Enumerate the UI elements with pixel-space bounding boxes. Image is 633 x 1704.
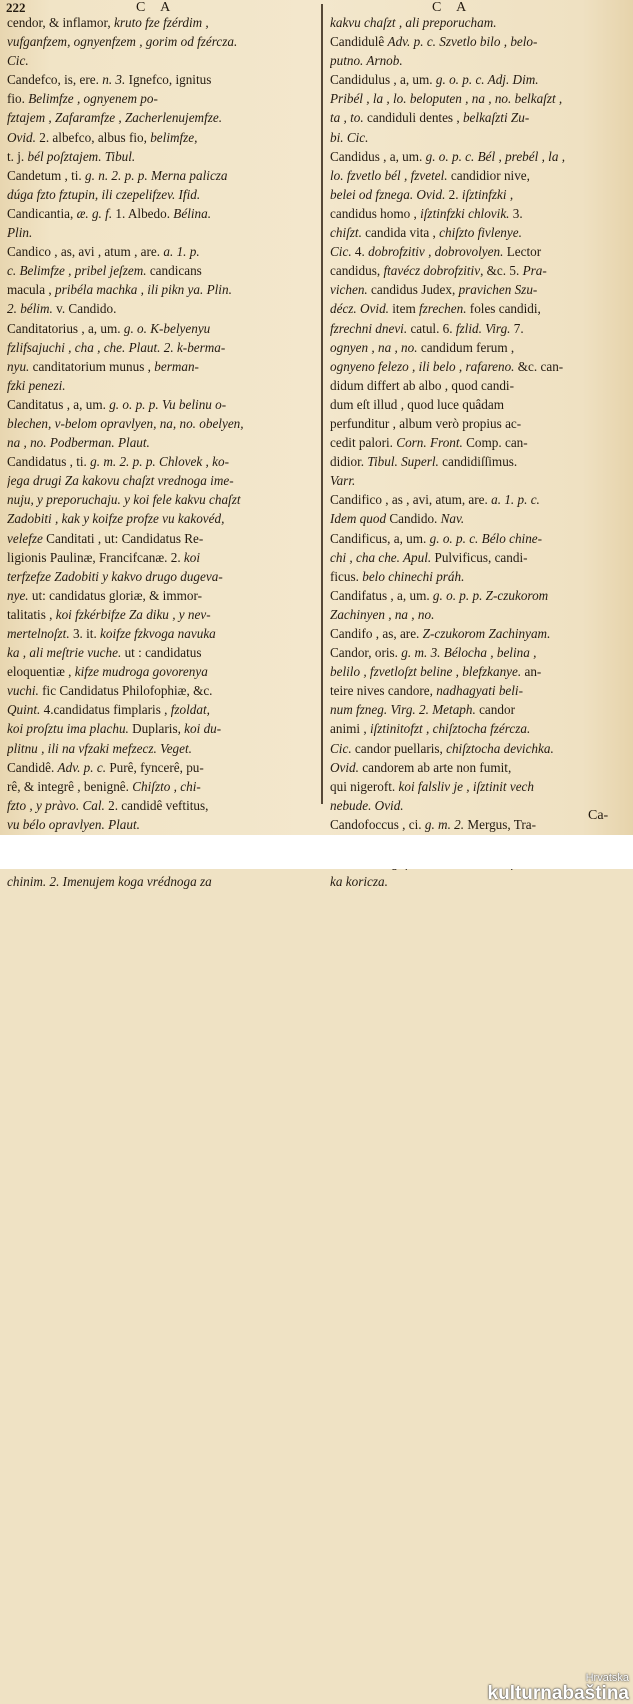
text-line: didior. Tibul. Superl. candidiſſimus. (330, 454, 518, 470)
text-line: Candefco, is, ere. n. 3. Ignefco, ignitus (7, 72, 212, 88)
text-line: ficus. belo chinechi práh. (330, 568, 465, 584)
page-number: 222 (6, 0, 26, 15)
text-line: Cic. 4. dobrofzitiv , dobrovolyen. Lector (330, 244, 542, 260)
text-line: nuju, y preporuchaju. y koi fele kakvu chaſzt (7, 492, 241, 508)
text-line: bi. Cic. (330, 129, 369, 145)
text-line: teire nives candore, nadhagyati beli- (330, 683, 523, 699)
text-line: ta , to. candiduli dentes , belkaſzti Zu- (330, 110, 530, 126)
text-line: ka , ali meſtrie vuche. ut : candidatus (7, 645, 202, 661)
text-line: talitatis , koi fzkérbifze Za diku , y nev- (7, 606, 211, 622)
text-line: c. Belimfze , pribel jeſzem. candicans (7, 263, 202, 279)
text-line: Ovid. 2. albefco, albus fio, belimfze, (7, 129, 198, 145)
catchword: Ca- (588, 808, 609, 823)
text-line: fio. Belimfze , ognyenem po- (7, 91, 158, 107)
text-line: Quint. 4.candidatus fimplaris , fzoldat, (7, 702, 210, 718)
text-line: velefze Canditati , ut: Candidatus Re- (7, 530, 204, 546)
text-line: mertelnoſzt. 3. it. koifze fzkvoga navuka (7, 626, 216, 641)
text-line: Candofoccus , ci. g. m. 2. Mergus, Tra- (330, 816, 536, 832)
text-line: koi proſztu ima plachu. Duplaris, koi du- (7, 721, 222, 737)
text-line: fzrechni dnevi. catul. 6. fzlid. Virg. 7. (330, 320, 524, 336)
text-line: Candidê. Adv. p. c. Purê, fyncerê, pu- (7, 759, 204, 775)
text-line: Zachinyen , na , no. (330, 606, 435, 622)
text-line: vichen. candidus Judex, pravichen Szu- (330, 282, 538, 298)
text-line: Candico , as, avi , atum , are. a. 1. p. (7, 244, 200, 260)
text-line: Ovid. candorem ab arte non fumit, (330, 759, 512, 775)
text-line: chiſzt. candida vita , chiſzto fivlenye. (330, 225, 522, 241)
text-line: didum differt ab albo , quod candi- (330, 377, 514, 393)
right-column (330, 13, 622, 891)
text-line: rê, & integrê , benignê. Chiſzto , chi- (7, 778, 201, 794)
text-line: Candifico , as , avi, atum, are. a. 1. p. c. (330, 492, 540, 508)
watermark-line2: kulturnabaština (487, 1683, 629, 1704)
text-line: Candicantia, æ. g. f. 1. Albedo. Bélina. (7, 205, 212, 221)
text-line: nye. ut: candidatus gloriæ, & immor- (7, 587, 202, 603)
text-line: Cic. (7, 53, 29, 69)
text-line: Cic. candor puellaris, chiſztocha devichka. (330, 740, 554, 756)
text-line: Candor, oris. g. m. 3. Bélocha , belina , (330, 645, 537, 661)
text-line: décz. Ovid. item fzrechen. foles candidi, (330, 301, 541, 317)
text-line: kakvu chaſzt , ali preporucham. (330, 15, 497, 30)
right-running-head: C A (432, 0, 473, 15)
text-line: ognyen , na , no. candidum ferum , (330, 339, 515, 355)
text-line: Zadobiti , kak y koifze profze vu kakovéd, (7, 511, 225, 527)
text-line: dum eſt illud , quod luce quâdam (330, 396, 504, 412)
text-line: eloquentiæ , kifze mudroga govorenya (7, 664, 208, 680)
text-line: vu bélo opravlyen. Plaut. (7, 816, 140, 832)
text-line: num fzneg. Virg. 2. Metaph. candor (330, 702, 515, 718)
text-line: ligionis Paulinæ, Francifcanæ. 2. koi (7, 549, 201, 565)
text-line: candidus, ftavécz dobrofzitiv, &c. 5. Pra- (330, 263, 547, 279)
text-line: qui nigeroft. koi falsliv je , iſztinit vech (330, 778, 535, 794)
text-line: fzto , y pràvo. Cal. 2. candidê veftitus, (7, 797, 209, 813)
watermark-line1: Hrvatska (585, 1672, 629, 1684)
text-line: Candetum , ti. g. n. 2. p. p. Merna palicza (7, 167, 228, 183)
text-line: Candifatus , a, um. g. o. p. p. Z-czukorom (330, 587, 549, 603)
text-line: terfzefze Zadobiti y kakvo drugo dugeva- (7, 568, 223, 584)
text-line: Candidulus , a, um. g. o. p. c. Adj. Dim. (330, 72, 539, 88)
text-line: Canditatus , a, um. g. o. p. p. Vu belinu o- (7, 396, 227, 412)
text-line: jega drugi Za kakovu chaſzt vrednoga ime- (7, 473, 234, 489)
text-line: fzki penezi. (7, 377, 66, 393)
text-line: perfunditur , album verò propius ac- (330, 415, 522, 431)
text-line: vufganfzem, ognyenfzem , gorim od fzércza. (7, 34, 238, 50)
text-line: nyu. canditatorium munus , berman- (7, 358, 199, 374)
text-line: putno. Arnob. (330, 53, 403, 69)
text-line: na , no. Podberman. Plaut. (7, 435, 150, 451)
text-line: Candidulê Adv. p. c. Szvetlo bilo , belo- (330, 34, 538, 50)
text-line: Candificus, a, um. g. o. p. c. Bélo chine- (330, 530, 543, 546)
text-line: plitnu , ili na vfzaki mefzecz. Veget. (7, 740, 192, 756)
text-line: animi , iſztinitofzt , chiſztocha fzércza. (330, 721, 531, 737)
text-line: 2. bélim. v. Candido. (7, 301, 117, 317)
text-line: lo. fzvetlo bél , fzvetel. candidior nive, (330, 167, 530, 183)
text-line: belilo , fzvetloſzt beline , blefzkanye. an- (330, 664, 542, 680)
text-line: belei od fznega. Ovid. 2. iſztinfzki , (330, 186, 514, 202)
text-line: ognyeno felezo , ili belo , rafareno. &c. can- (330, 358, 564, 374)
text-line: Candidatus , ti. g. m. 2. p. p. Chlovek , ko- (7, 454, 229, 470)
text-line: ka koricza. (330, 874, 388, 890)
text-line: chinim. 2. Imenujem koga vrédnoga za (7, 874, 212, 890)
text-line: Idem quod Candido. Nav. (330, 511, 465, 527)
column-divider (321, 4, 323, 804)
text-line: Candidus , a, um. g. o. p. c. Bél , prebél , la , (330, 148, 566, 164)
text-line: t. j. bél poſztajem. Tibul. (7, 148, 136, 164)
text-line: fztajem , Zafaramfze , Zacherlenujemfze. (7, 110, 223, 126)
watermark-logo (488, 1673, 629, 1703)
text-line: Canditatorius , a, um. g. o. K-belyenyu (7, 320, 211, 336)
text-line: dúga fzto fztupin, ili czepelifzev. Ifid. (7, 186, 201, 202)
text-line: fzlifsajuchi , cha , che. Plaut. 2. k-berma- (7, 339, 226, 355)
text-line: blechen, v-belom opravlyen, na, no. obelyen, (7, 415, 244, 431)
text-line: Varr. (330, 473, 356, 489)
text-line: cedit palori. Corn. Front. Comp. can- (330, 435, 528, 451)
text-line: Pribél , la , lo. beloputen , na , no. belkaſzt , (330, 91, 563, 107)
left-running-head: C A (136, 0, 177, 15)
text-line: vuchi. fic Candidatus Philofophiæ, &c. (7, 683, 213, 699)
text-line: chi , cha che. Apul. Pulvificus, candi- (330, 549, 528, 565)
text-line: Plin. (7, 225, 33, 241)
text-line: nebude. Ovid. (330, 797, 404, 813)
text-line: macula , pribéla machka , ili pikn ya. Plin. (7, 282, 232, 298)
text-line: cendor, & inflamor, kruto fze fzérdim , (7, 15, 209, 30)
left-column (7, 13, 315, 891)
text-line: candidus homo , iſztinfzki chlovik. 3. (330, 205, 523, 221)
text-line: Candifo , as, are. Z-czukorom Zachinyam. (330, 626, 551, 641)
